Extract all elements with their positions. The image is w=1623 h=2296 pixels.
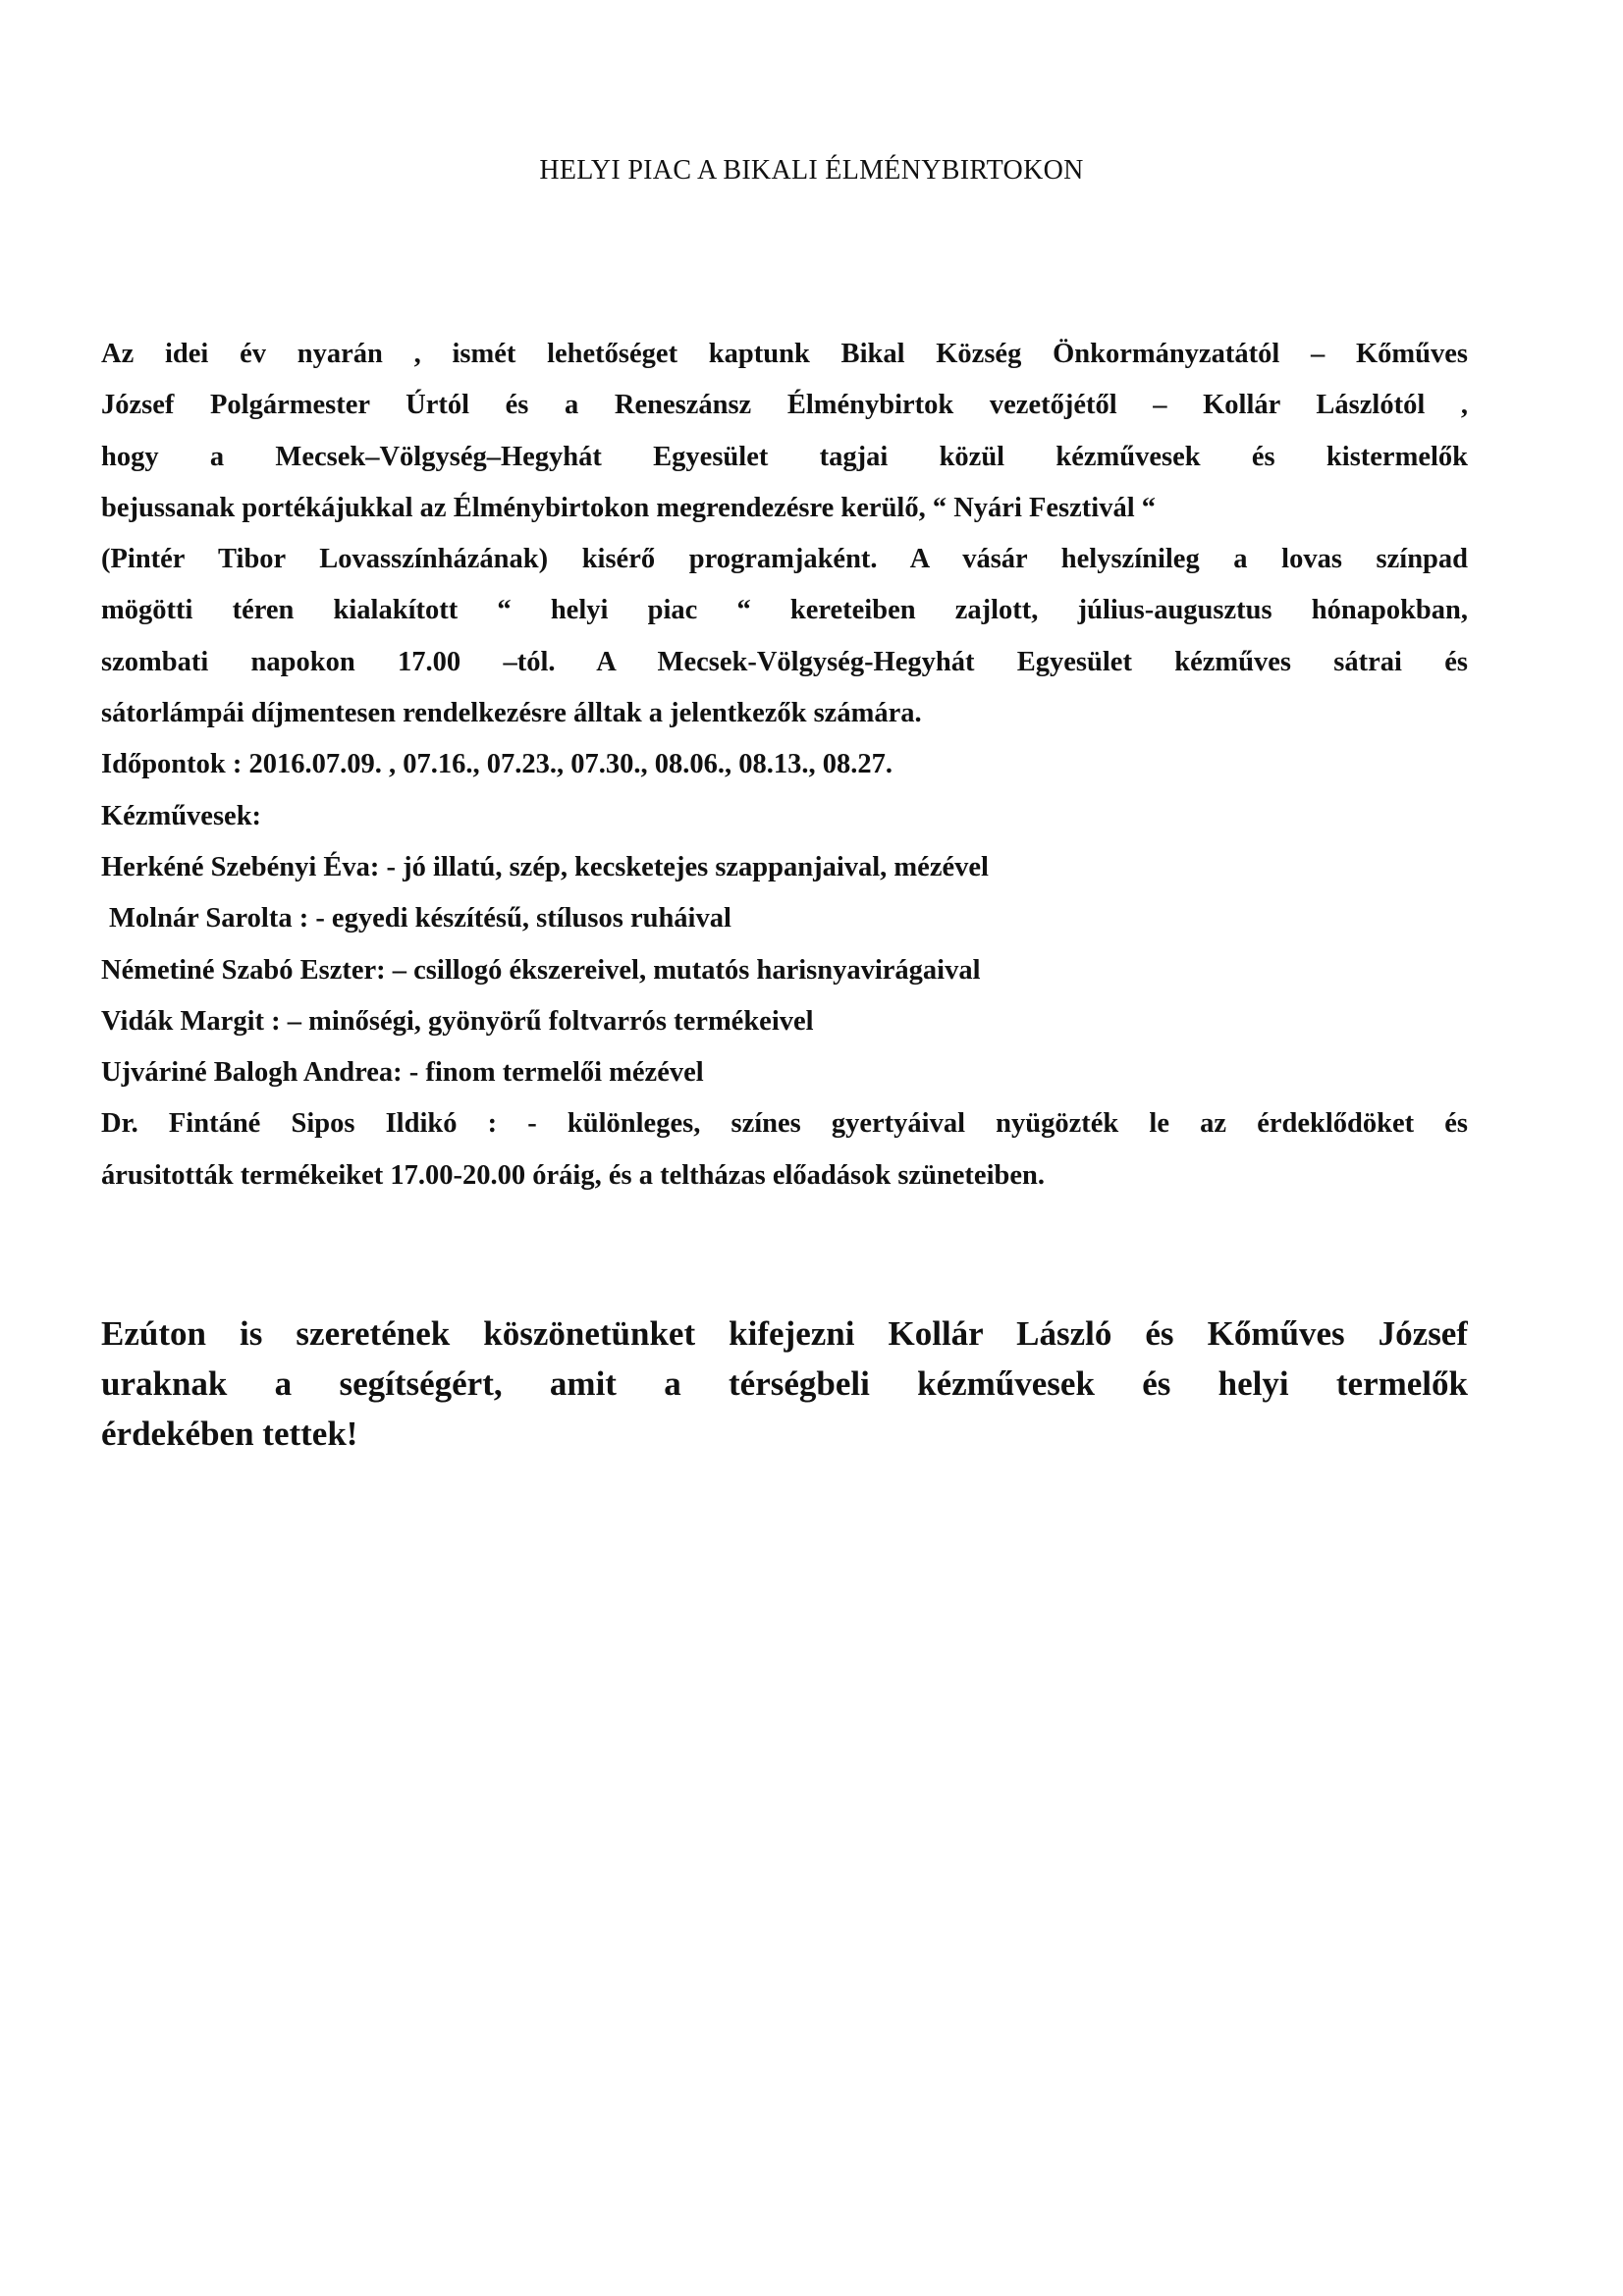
intro-line: (Pintér Tibor Lovasszínházának) kisérő programjaként. A vásár helyszínileg a lovas színpad	[101, 544, 1468, 575]
intro-line: hogy a Mecsek–Völgység–Hegyhát Egyesület tagjai közül kézművesek és kistermelők	[101, 441, 1468, 472]
artisan-item: Németiné Szabó Eszter: – csillogó ékszereivel, mutatós harisnyavirágaival	[101, 954, 981, 986]
artisan-item: Ujváriné Balogh Andrea: - finom termelői mézével	[101, 1057, 704, 1089]
intro-line: mögötti téren kialakított “ helyi piac “ kereteiben zajlott, július-augusztus hónapokban,	[101, 595, 1468, 626]
intro-line: sátorlámpái díjmentesen rendelkezésre álltak a jelentkezők számára.	[101, 698, 922, 729]
artisans-heading: Kézművesek:	[101, 800, 262, 831]
document-body	[101, 329, 1468, 1201]
intro-line: szombati napokon 17.00 –tól. A Mecsek-Völgység-Hegyhát Egyesület kézműves sátrai és	[101, 646, 1468, 677]
dates-line: Időpontok : 2016.07.09. , 07.16., 07.23., 07.30., 08.06., 08.13., 08.27.	[101, 749, 893, 780]
thanks-line: uraknak a segítségért, amit a térségbeli kézművesek és helyi termelők	[101, 1364, 1468, 1403]
artisan-item: Herkéné Szebényi Éva: - jó illatú, szép, kecsketejes szappanjaival, mézével	[101, 851, 989, 882]
thanks-line: Ezúton is szeretének köszönetünket kifejezni Kollár László és Kőműves József	[101, 1314, 1468, 1353]
intro-line: József Polgármester Úrtól és a Reneszánsz Élménybirtok vezetőjétől – Kollár Lászlótól ,	[101, 390, 1468, 421]
artisan-item: Dr. Fintáné Sipos Ildikó : - különleges, színes gyertyáival nyügözték le az érdeklődöket és	[101, 1108, 1468, 1140]
thanks-line: érdekében tettek!	[101, 1415, 358, 1453]
thanks-paragraph	[101, 1308, 1468, 1460]
artisan-item: Molnár Sarolta : - egyedi készítésű, stílusos ruháival	[109, 903, 731, 934]
intro-line: Az idei év nyarán , ismét lehetőséget kaptunk Bikal Község Önkormányzatától – Kőműves	[101, 339, 1468, 369]
artisan-item-continuation: árusitották termékeiket 17.00-20.00 óráig, és a teltházas előadások szüneteiben.	[101, 1159, 1045, 1191]
artisan-item: Vidák Margit : – minőségi, gyönyörű foltvarrós termékeivel	[101, 1005, 814, 1037]
intro-line: bejussanak portékájukkal az Élménybirtokon megrendezésre kerülő, “ Nyári Fesztivál “	[101, 492, 1156, 523]
document-title: HELYI PIAC A BIKALI ÉLMÉNYBIRTOKON	[539, 155, 1084, 186]
